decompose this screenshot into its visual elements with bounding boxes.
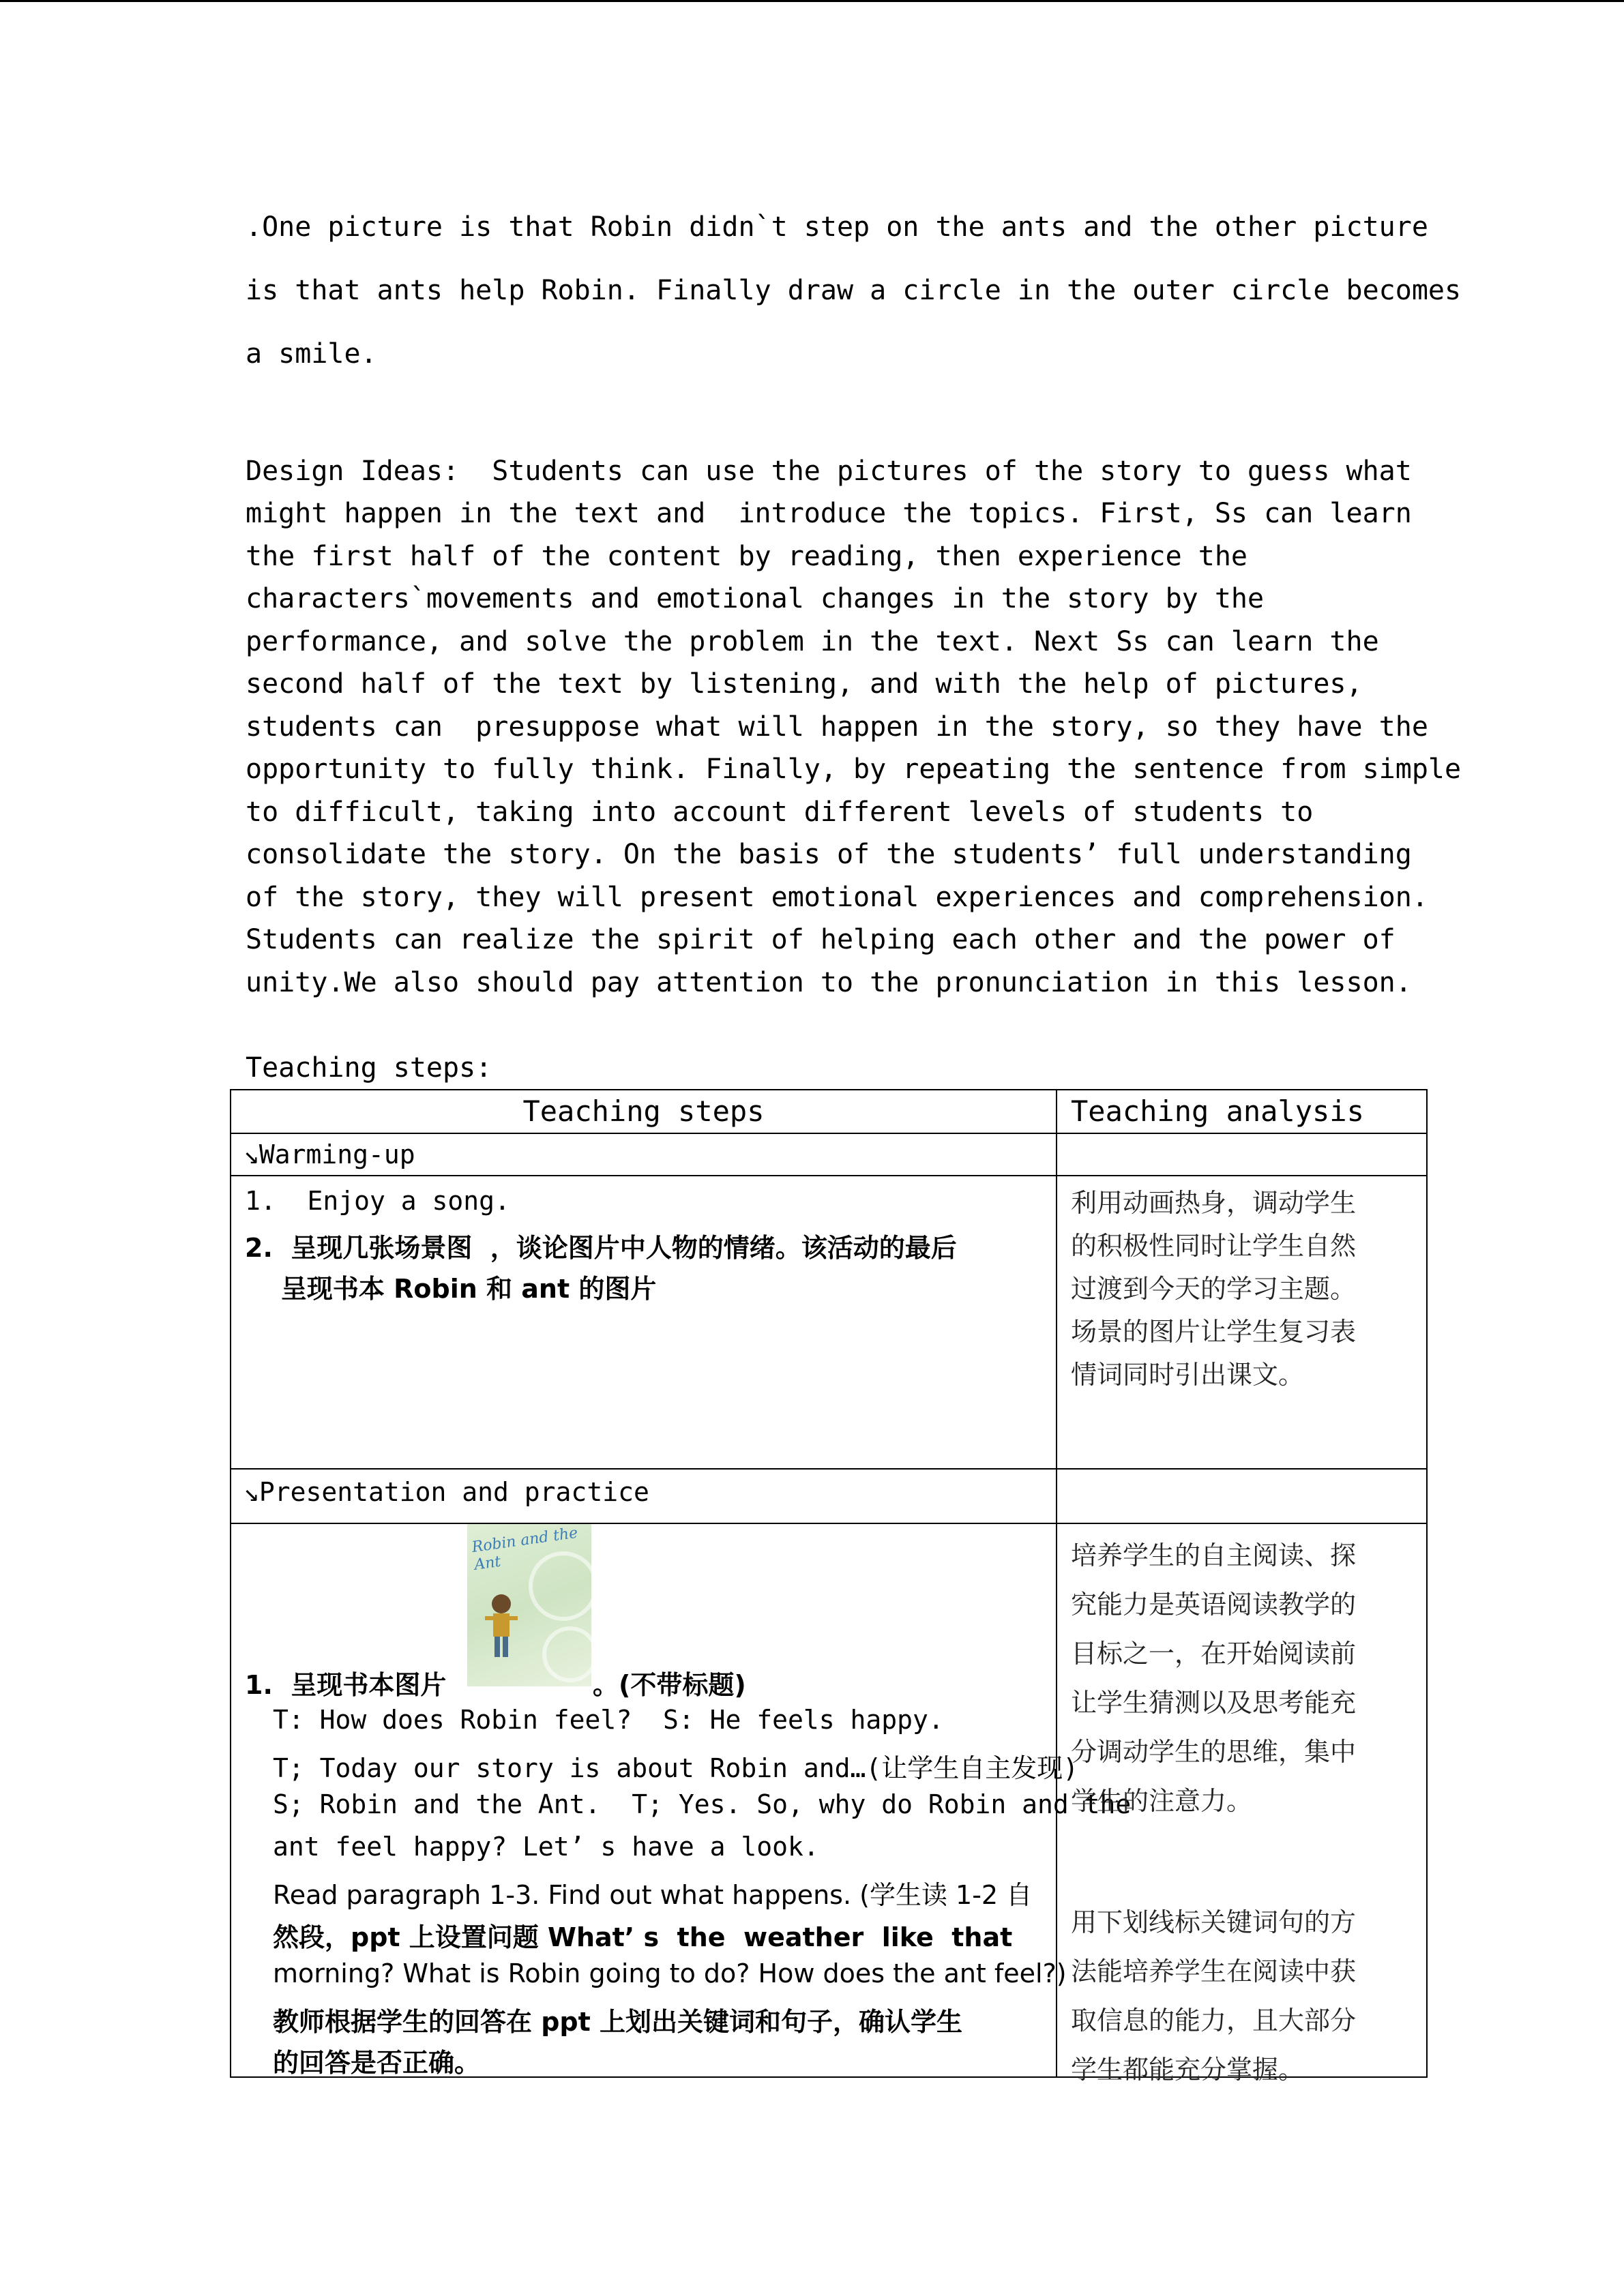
header-teaching-steps: Teaching steps (231, 1090, 1057, 1133)
design-line-9: to difficult, taking into account different levels of students to (246, 796, 1314, 828)
presentation-analysis-line: 培养学生的自主阅读、探 (1071, 1540, 1357, 1570)
design-line-11: of the story, they will present emotional experiences and comprehension. (246, 882, 1428, 913)
section-presentation: ↘Presentation and practice (231, 1469, 1057, 1523)
warmup-analysis-text (1071, 1182, 1419, 1397)
warmup-analysis-line: 情词同时引出课文。 (1071, 1360, 1305, 1390)
presentation-analysis-line: 法能培养学生在阅读中获 (1071, 1956, 1357, 1986)
presentation-analysis-line: 目标之一，在开始阅读前 (1071, 1639, 1357, 1669)
dialogue-line-4: ant feel happy? Let’ s have a look. (273, 1832, 819, 1862)
reading-instruction-4: 教师根据学生的回答在 ppt 上划出关键词和句子，确认学生 (273, 2007, 963, 2037)
section-warming-up: ↘Warming-up (231, 1133, 1057, 1176)
teaching-steps-label: Teaching steps: (246, 1052, 492, 1084)
dialogue-line-1: T: How does Robin feel? S: He feels happy. (273, 1705, 944, 1735)
design-line-3: the first half of the content by reading, then experience the (246, 541, 1248, 572)
design-line-13: unity.We also should pay attention to the pronunciation in this lesson. (246, 967, 1412, 998)
reading-instruction-2: 然段，ppt 上设置问题 What’ s the weather like that (273, 1922, 1013, 1952)
section-presentation-analysis-empty (1057, 1469, 1427, 1523)
design-line-2: might happen in the text and introduce the topics. First, Ss can learn (246, 498, 1412, 529)
reading-instruction-3: morning? What is Robin going to do? How does the ant feel?) (273, 1958, 1067, 1988)
design-line-10: consolidate the story. On the basis of the students’ full understanding (246, 839, 1412, 870)
header-teaching-analysis: Teaching analysis (1057, 1090, 1427, 1133)
reading-instruction-5: 的回答是否正确。 (273, 2048, 481, 2078)
warmup-item-2-cont: 呈现书本 Robin 和 ant 的图片 (245, 1274, 657, 1304)
design-line-8: opportunity to fully think. Finally, by repeating the sentence from simple (246, 754, 1462, 785)
presentation-analysis-line: 取信息的能力，且大部分 (1071, 2006, 1357, 2036)
warmup-analysis-line: 过渡到今天的学习主题。 (1071, 1274, 1357, 1304)
book-cover-title: Robin and the Ant (471, 1524, 579, 1574)
presentation-item-1-suffix: 。(不带标题) (593, 1670, 746, 1700)
design-line-7: students can presuppose what will happen in the story, so they have the (246, 711, 1428, 743)
intro-line-3: a smile. (246, 338, 377, 370)
presentation-analysis-line: 学生都能充分掌握。 (1071, 2055, 1305, 2085)
reading-instruction-1: Read paragraph 1-3. Find out what happens. (学生读 1-2 自 (273, 1880, 1033, 1910)
presentation-analysis-cell (1057, 1523, 1427, 2085)
presentation-analysis-line: 让学生猜测以及思考能充 (1071, 1688, 1357, 1718)
intro-line-2: is that ants help Robin. Finally draw a circle in the outer circle becomes (246, 275, 1462, 306)
presentation-item-1: 1. 呈现书本图片 (245, 1670, 447, 1700)
dialogue-line-3: S; Robin and the Ant. T; Yes. So, why do Robin and the (273, 1789, 1132, 1819)
design-line-1: Design Ideas: Students can use the pictures of the story to guess what (246, 456, 1412, 487)
design-line-12: Students can realize the spirit of helping each other and the power of (246, 924, 1396, 955)
warmup-analysis-line: 的积极性同时让学生自然 (1071, 1231, 1357, 1261)
warmup-analysis-line: 利用动画热身，调动学生 (1071, 1188, 1357, 1218)
page-top-border (0, 0, 1624, 2)
design-line-6: second half of the text by listening, and with the help of pictures, (246, 668, 1363, 700)
presentation-analysis-line: 分调动学生的思维，集中 (1071, 1737, 1357, 1767)
book-cover-image (467, 1524, 591, 1686)
presentation-analysis-line: 究能力是英语阅读教学的 (1071, 1590, 1357, 1620)
presentation-analysis-text-2 (1071, 1898, 1419, 2094)
warmup-item-1: 1. Enjoy a song. (245, 1186, 510, 1216)
gear-decoration-icon (542, 1626, 591, 1682)
dialogue-line-2: T; Today our story is about Robin and…(让学生自主发现) (273, 1753, 1079, 1783)
warmup-analysis-cell (1057, 1176, 1427, 1469)
design-line-5: performance, and solve the problem in the text. Next Ss can learn the (246, 626, 1379, 657)
robin-figure-icon (481, 1589, 522, 1664)
warmup-analysis-line: 场景的图片让学生复习表 (1071, 1317, 1357, 1347)
section-warming-up-analysis-empty (1057, 1133, 1427, 1176)
intro-line-1: .One picture is that Robin didn`t step on the ants and the other picture (246, 211, 1428, 243)
warmup-item-2: 2. 呈现几张场景图 ，谈论图片中人物的情绪。该活动的最后 (245, 1233, 957, 1263)
design-line-4: characters`movements and emotional changes in the story by the (246, 583, 1265, 614)
presentation-steps-cell (231, 1523, 1132, 2078)
warmup-steps-cell (231, 1176, 1057, 1469)
presentation-analysis-text-1 (1071, 1531, 1419, 1825)
teaching-steps-table (230, 1089, 1428, 2085)
presentation-analysis-line: 用下划线标关键词句的方 (1071, 1907, 1357, 1937)
presentation-analysis-line: 学生的注意力。 (1071, 1786, 1253, 1816)
